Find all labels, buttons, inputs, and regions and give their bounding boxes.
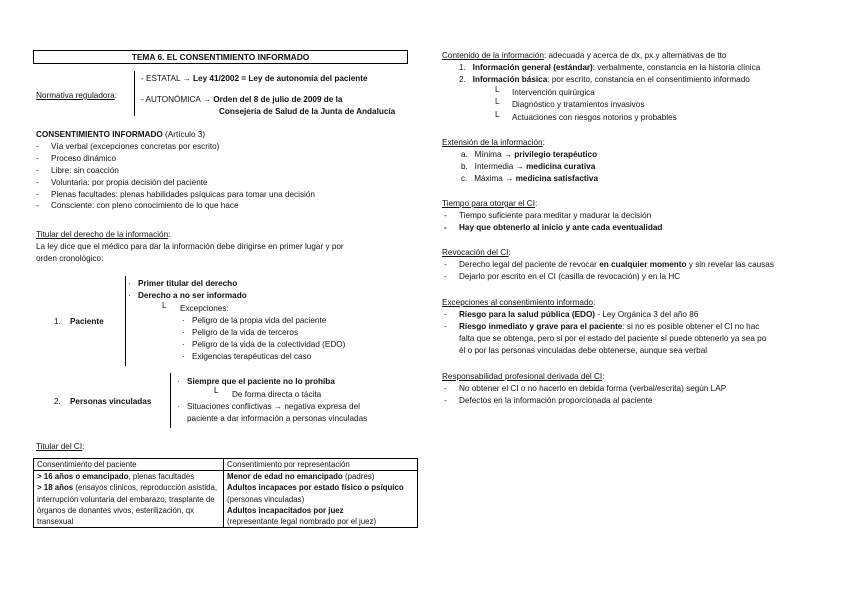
list-item: - Riesgo para la salud pública (EDO) - Ley Orgánica 3 del año 86 xyxy=(442,309,766,321)
list-item: - Riesgo inmediato y grave para el paciente: si no es posible obtener el CI no hac falta que se obtenga, pero si por el estado del paciente sí puede obtenerlo ya sea po él o por las personas vinculadas debe obtenerse, aunque sea verbal xyxy=(442,321,766,357)
normativa-estatal: - ESTATAL → Ley 41/2002 = Ley de autonomía del paciente xyxy=(141,74,368,83)
excepcion-item: · Peligro de la vida de terceros xyxy=(182,328,299,337)
contenido-sub: Intervención quirúrgica xyxy=(512,88,595,97)
normativa-autonomica: - AUTONÓMICA → Orden del 8 de julio de 2009 de la xyxy=(141,95,343,104)
titular-intro: La ley dice que el médico para dar la información debe dirigirse en primer lugar y por orden cronológico: xyxy=(36,242,344,263)
normativa-label: Normativa reguladora: xyxy=(36,91,118,100)
consentimiento-heading: CONSENTIMIENTO INFORMADO (Artículo 3) xyxy=(36,130,206,139)
table-cell: > 16 años o emancipado, plenas facultades > 18 años (ensayos clínicos, reproducción asistida, interrupción voluntaria del embarazo, trasplante de órganos de donantes vivos, esterilización, qx transexual xyxy=(34,471,224,528)
contenido-heading: Contenido de la información: adecuada y acerca de dx, px y alternativas de tto xyxy=(442,51,727,60)
list-item: - Consciente: con pleno conocimiento de lo que hace xyxy=(34,200,315,212)
titular-ci-table xyxy=(33,458,418,528)
list-item: - Proceso dinámico xyxy=(34,153,315,165)
excepciones-corner: L xyxy=(162,301,167,310)
contenido-sub: Actuaciones con riesgos notorios y probables xyxy=(512,113,677,122)
list-item: - Defectos en la información proporcionada al paciente xyxy=(442,395,726,407)
vinculadas-sub: De forma directa o tácita xyxy=(232,390,322,399)
tiempo-heading: Tiempo para otorgar el CI: xyxy=(442,199,538,208)
titular-ci-heading: Titular del CI: xyxy=(36,442,85,451)
list-item: - Plenas facultades: plenas habilidades psíquicas para tomar una decisión xyxy=(34,189,315,201)
paciente-bracket xyxy=(125,276,126,366)
table-header: Consentimiento por representación xyxy=(224,459,418,471)
contenido-sub: Diagnóstico y tratamientos invasivos xyxy=(512,100,645,109)
extension-heading: Extensión de la información: xyxy=(442,138,545,147)
contenido-item-1: 1. Información general (estándar): verbalmente, constancia en la historia clínica xyxy=(459,63,761,72)
excepciones-ci-heading: Excepciones al consentimiento informado: xyxy=(442,298,596,307)
paciente-label: 1. Paciente xyxy=(54,317,104,326)
sub-corner: L xyxy=(495,97,500,106)
paciente-point-1: · Primer titular del derecho xyxy=(128,279,238,288)
excepcion-item: · Peligro de la propia vida del paciente xyxy=(182,316,327,325)
list-item: - Vía verbal (excepciones concretas por escrito) xyxy=(34,141,315,153)
excepciones-ci-list xyxy=(442,309,766,357)
titular-heading: Titular del derecho de la información: xyxy=(36,230,171,239)
vinculadas-point-2: · Situaciones conflictivas → negativa expresa del paciente a dar información a personas vinculadas xyxy=(177,402,368,423)
vinculadas-label: 2. Personas vinculadas xyxy=(54,397,152,406)
extension-item: b. Intermedia → medicina curativa xyxy=(461,162,596,171)
list-item: - Dejarlo por escrito en el CI (casilla de revocación) y en la HC xyxy=(442,271,774,283)
table-header: Consentimiento del paciente xyxy=(34,459,224,471)
list-item: - Voluntaria: por propia decisión del paciente xyxy=(34,177,315,189)
consentimiento-list xyxy=(34,141,315,212)
page-title: TEMA 6. EL CONSENTIMIENTO INFORMADO xyxy=(33,50,408,64)
revocacion-heading: Revocación del CI: xyxy=(442,248,511,257)
list-item: - Libre: sin coacción xyxy=(34,165,315,177)
vinculadas-point-1: · Siempre que el paciente no lo prohíba xyxy=(177,377,335,386)
sub-corner: L xyxy=(495,110,500,119)
sub-corner: L xyxy=(495,85,500,94)
responsabilidad-heading: Responsabilidad profesional derivada del CI: xyxy=(442,372,605,381)
normativa-bracket xyxy=(134,71,135,116)
normativa-autonomica-line2: Consejería de Salud de la Junta de Andalucía xyxy=(219,107,396,116)
vinculadas-sub-corner: L xyxy=(214,386,219,395)
table-cell: Menor de edad no emancipado (padres) Adultos incapaces por estado físico o psíquico (personas vinculadas) Adultos incapacitados por juez (representante legal nombrado por el juez) xyxy=(224,471,418,528)
vinculadas-bracket xyxy=(170,373,171,428)
table-header-row xyxy=(34,459,418,471)
extension-item: c. Máxima → medicina satisfactiva xyxy=(461,174,598,183)
contenido-item-2: 2. Información básica: por escrito, constancia en el consentimiento informado xyxy=(459,75,750,84)
list-item: - Derecho legal del paciente de revocar en cualquier momento y sin revelar las causas xyxy=(442,259,774,271)
table-row xyxy=(34,471,418,528)
revocacion-list xyxy=(442,259,774,283)
excepcion-item: · Peligro de la vida de la colectividad (EDO) xyxy=(182,340,346,349)
excepcion-item: · Exigencias terapéuticas del caso xyxy=(182,352,312,361)
list-item: - Hay que obtenerlo al inicio y ante cada eventualidad xyxy=(442,222,662,234)
excepciones-label: Excepciones: xyxy=(180,304,229,313)
paciente-point-2: · Derecho a no ser informado xyxy=(128,291,247,300)
extension-item: a. Mínima → privilegio terapéutico xyxy=(461,150,598,159)
responsabilidad-list xyxy=(442,383,726,407)
tiempo-list xyxy=(442,210,662,234)
list-item: - Tiempo suficiente para meditar y madurar la decisión xyxy=(442,210,662,222)
list-item: - No obtener el CI o no hacerlo en debida forma (verbal/escrita) según LAP xyxy=(442,383,726,395)
